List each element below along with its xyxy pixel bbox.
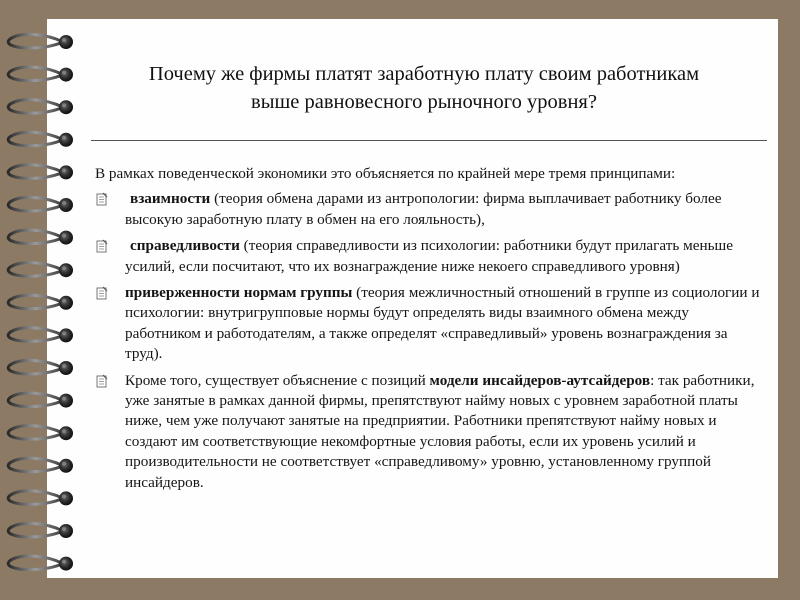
title-divider [91, 140, 767, 141]
bullet-term: модели инсайдеров-аутсайдеров [429, 371, 651, 389]
spiral-ring-icon [8, 100, 73, 115]
bullet-text-post: : так работники, уже занятые в рамках данной фирмы, препятствуют найму новых с уровнем заработной платы ниже, чем уже получают занятые на предприятии. Работники препятствуют найму новых и создают им соответствующие некомфортные условия работы, если их уровень усилий и производительности не соответствует «справедливому» уровню, установленному группой инсайдеров. [125, 371, 755, 491]
bullet-text: (теория справедливости из психологии: работники будут прилагать меньше усилий, если посчитают, что их вознаграждение ниже некоего справедливого уровня) [125, 237, 733, 275]
spiral-ring-icon [8, 263, 73, 278]
notepad-bullet-icon [95, 192, 109, 206]
spiral-ring-icon [8, 491, 73, 506]
intro-paragraph: В рамках поведенческой экономики это объясняется по крайней мере тремя принципами: [95, 165, 676, 182]
spiral-ring-icon [8, 67, 73, 82]
spiral-ring-icon [8, 230, 73, 245]
bullet-term: справедливости [130, 237, 240, 255]
notepad-bullet-icon [95, 286, 109, 300]
bullet-text: (теория межличностный отношений в группе из социологии и психологии: внутригрупповые нормы будут определять виды взаимного обмена между работником и работодателям, а также определят «справедливый» уровень вознаграждения за труд). [125, 284, 760, 363]
title-line-2: выше равновесного рыночного уровня? [251, 91, 597, 113]
bullet-text: (теория обмена дарами из антропологии: фирма выплачивает работнику более высокую заработную плату в обмен на его лояльность), [125, 190, 722, 228]
spiral-ring-icon [8, 426, 73, 441]
bullet-group-norms [95, 283, 760, 365]
notepad-bullet-icon [95, 374, 109, 388]
bullet-reciprocity [95, 189, 760, 230]
bullet-term: приверженности нормам группы [125, 284, 353, 302]
bullet-fairness [95, 236, 760, 277]
spiral-ring-icon [8, 523, 73, 538]
spiral-binding [0, 0, 90, 600]
spiral-ring-icon [8, 165, 73, 180]
spiral-ring-icon [8, 393, 73, 408]
slide-body [95, 164, 760, 499]
spiral-ring-icon [8, 132, 73, 147]
spiral-ring-icon [8, 328, 73, 343]
bullet-insiders [95, 371, 760, 493]
title-line-1: Почему же фирмы платят заработную плату своим работникам [148, 63, 700, 85]
spiral-ring-icon [8, 360, 73, 375]
spiral-ring-icon [8, 556, 73, 571]
spiral-ring-icon [8, 295, 73, 310]
bullet-text-pre: Кроме того, существует объяснение с позиций [125, 371, 430, 389]
spiral-ring-icon [8, 197, 73, 212]
spiral-ring-icon [8, 34, 73, 49]
notepad-bullet-icon [95, 239, 109, 253]
spiral-ring-icon [8, 458, 73, 473]
bullet-term: взаимности [130, 190, 211, 208]
slide-title [100, 60, 748, 116]
